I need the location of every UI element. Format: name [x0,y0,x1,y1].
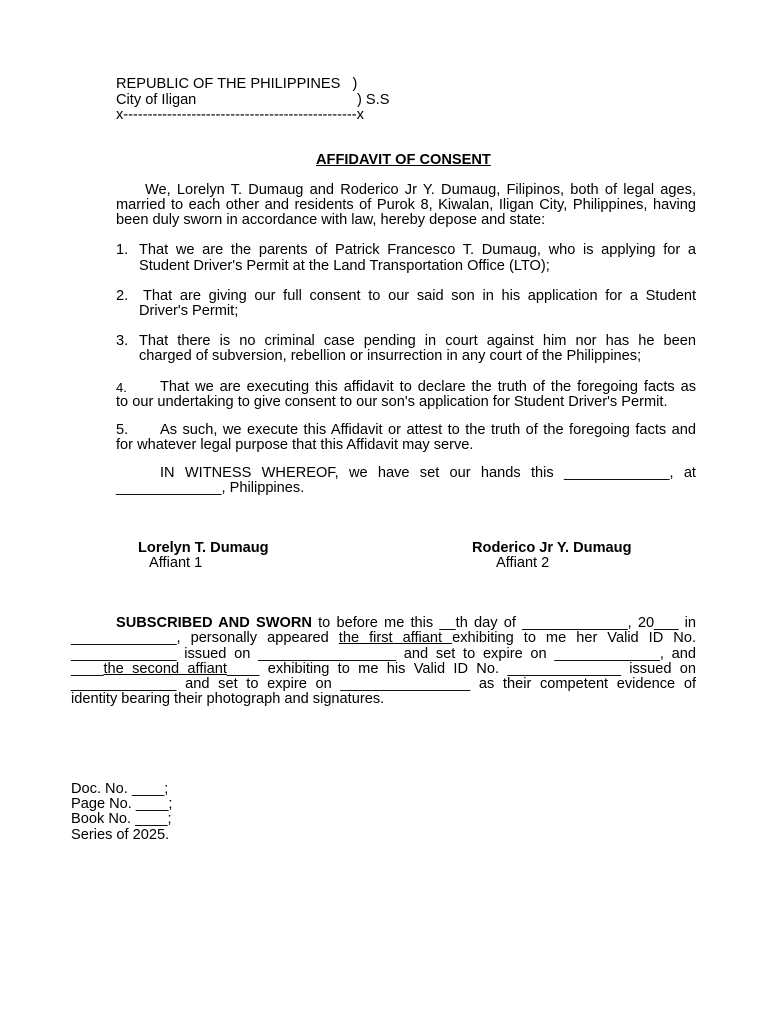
jurat-line-4 [71,662,696,677]
item-1-number: 1. [116,242,129,258]
item-2-number: 2. [116,288,129,304]
affiant-1-role: Affiant 1 [149,555,203,571]
item-4-line-2: to our undertaking to give consent to our son's application for Student Driver's Permit. [116,394,668,410]
item-5-line-2: for whatever legal purpose that this Affidavit may serve. [116,437,474,453]
item-3-line-2: charged of subversion, rebellion or insurrection in any court of the Philippines; [139,348,642,364]
jurat-line-3: _____________ issued on _________________ and set to expire on _____________, and [71,646,696,662]
affiant-1-name: Lorelyn T. Dumaug [138,540,269,556]
jurat-line-1 [116,616,696,631]
item-1-line-2: Student Driver's Permit at the Land Transportation Office (LTO); [139,258,550,274]
intro-line-2: married to each other and residents of Purok 8, Kiwalan, Iligan City, Philippines, having [116,197,696,213]
affiant-2-role: Affiant 2 [496,555,550,571]
witness-line-1: IN WITNESS WHEREOF, we have set our hands this _____________, at [160,465,696,481]
jurat-line-1-rest: to before me this __th day of _____________, 20___ in [311,615,696,631]
item-5-line-1: As such, we execute this Affidavit or attest to the truth of the foregoing facts and [160,422,696,438]
caption-ss: ) S.S [357,92,390,108]
jurat-line-2-post: exhibiting to me her Valid ID No. [452,630,696,646]
jurat-line-2-pre: _____________, personally appeared [71,630,339,646]
item-4-number: 4. [116,380,127,395]
jurat-line-4-post: ____ exhibiting to me his Valid ID No. ______________ issued on [226,661,696,677]
jurat-bold-lead: SUBSCRIBED AND SWORN [116,615,312,631]
intro-line-3: been duly sworn in accordance with law, hereby depose and state: [116,212,546,228]
jurat-line-6: identity bearing their photograph and signatures. [71,691,385,707]
affiant-2-name: Roderico Jr Y. Dumaug [472,540,632,556]
witness-line-2: _____________, Philippines. [116,480,305,496]
item-2-line-1: That are giving our full consent to our said son in his application for a Student [143,288,696,304]
item-3-line-1: That there is no criminal case pending in court against him nor has he been [139,333,696,349]
item-1-line-1: That we are the parents of Patrick Francesco T. Dumaug, who is applying for a [139,242,696,258]
doc-no: Doc. No. ____; [71,781,169,797]
jurat-line-4-pre: ____ [71,661,104,677]
jurat-first-affiant: the first affiant [338,630,453,646]
caption-separator: x------------------------------------------------x [116,107,364,123]
item-3-number: 3. [116,333,129,349]
item-5-number: 5. [116,422,129,438]
intro-line-1: We, Lorelyn T. Dumaug and Roderico Jr Y. Dumaug, Filipinos, both of legal ages, [145,182,696,198]
jurat-line-5: _____________ and set to expire on ________________ as their competent evidence of [71,676,696,692]
series-year: Series of 2025. [71,827,170,843]
jurat-line-2 [71,631,696,646]
item-4-line-1: That we are executing this affidavit to declare the truth of the foregoing facts as [160,379,696,395]
book-no: Book No. ____; [71,811,172,827]
page-no: Page No. ____; [71,796,173,812]
document-title: AFFIDAVIT OF CONSENT [316,152,491,168]
caption-city: City of Iligan [116,92,197,108]
jurat-second-affiant: the second affiant [103,661,227,677]
item-2-line-2: Driver's Permit; [139,303,239,319]
caption-republic: REPUBLIC OF THE PHILIPPINES ) [116,76,358,92]
